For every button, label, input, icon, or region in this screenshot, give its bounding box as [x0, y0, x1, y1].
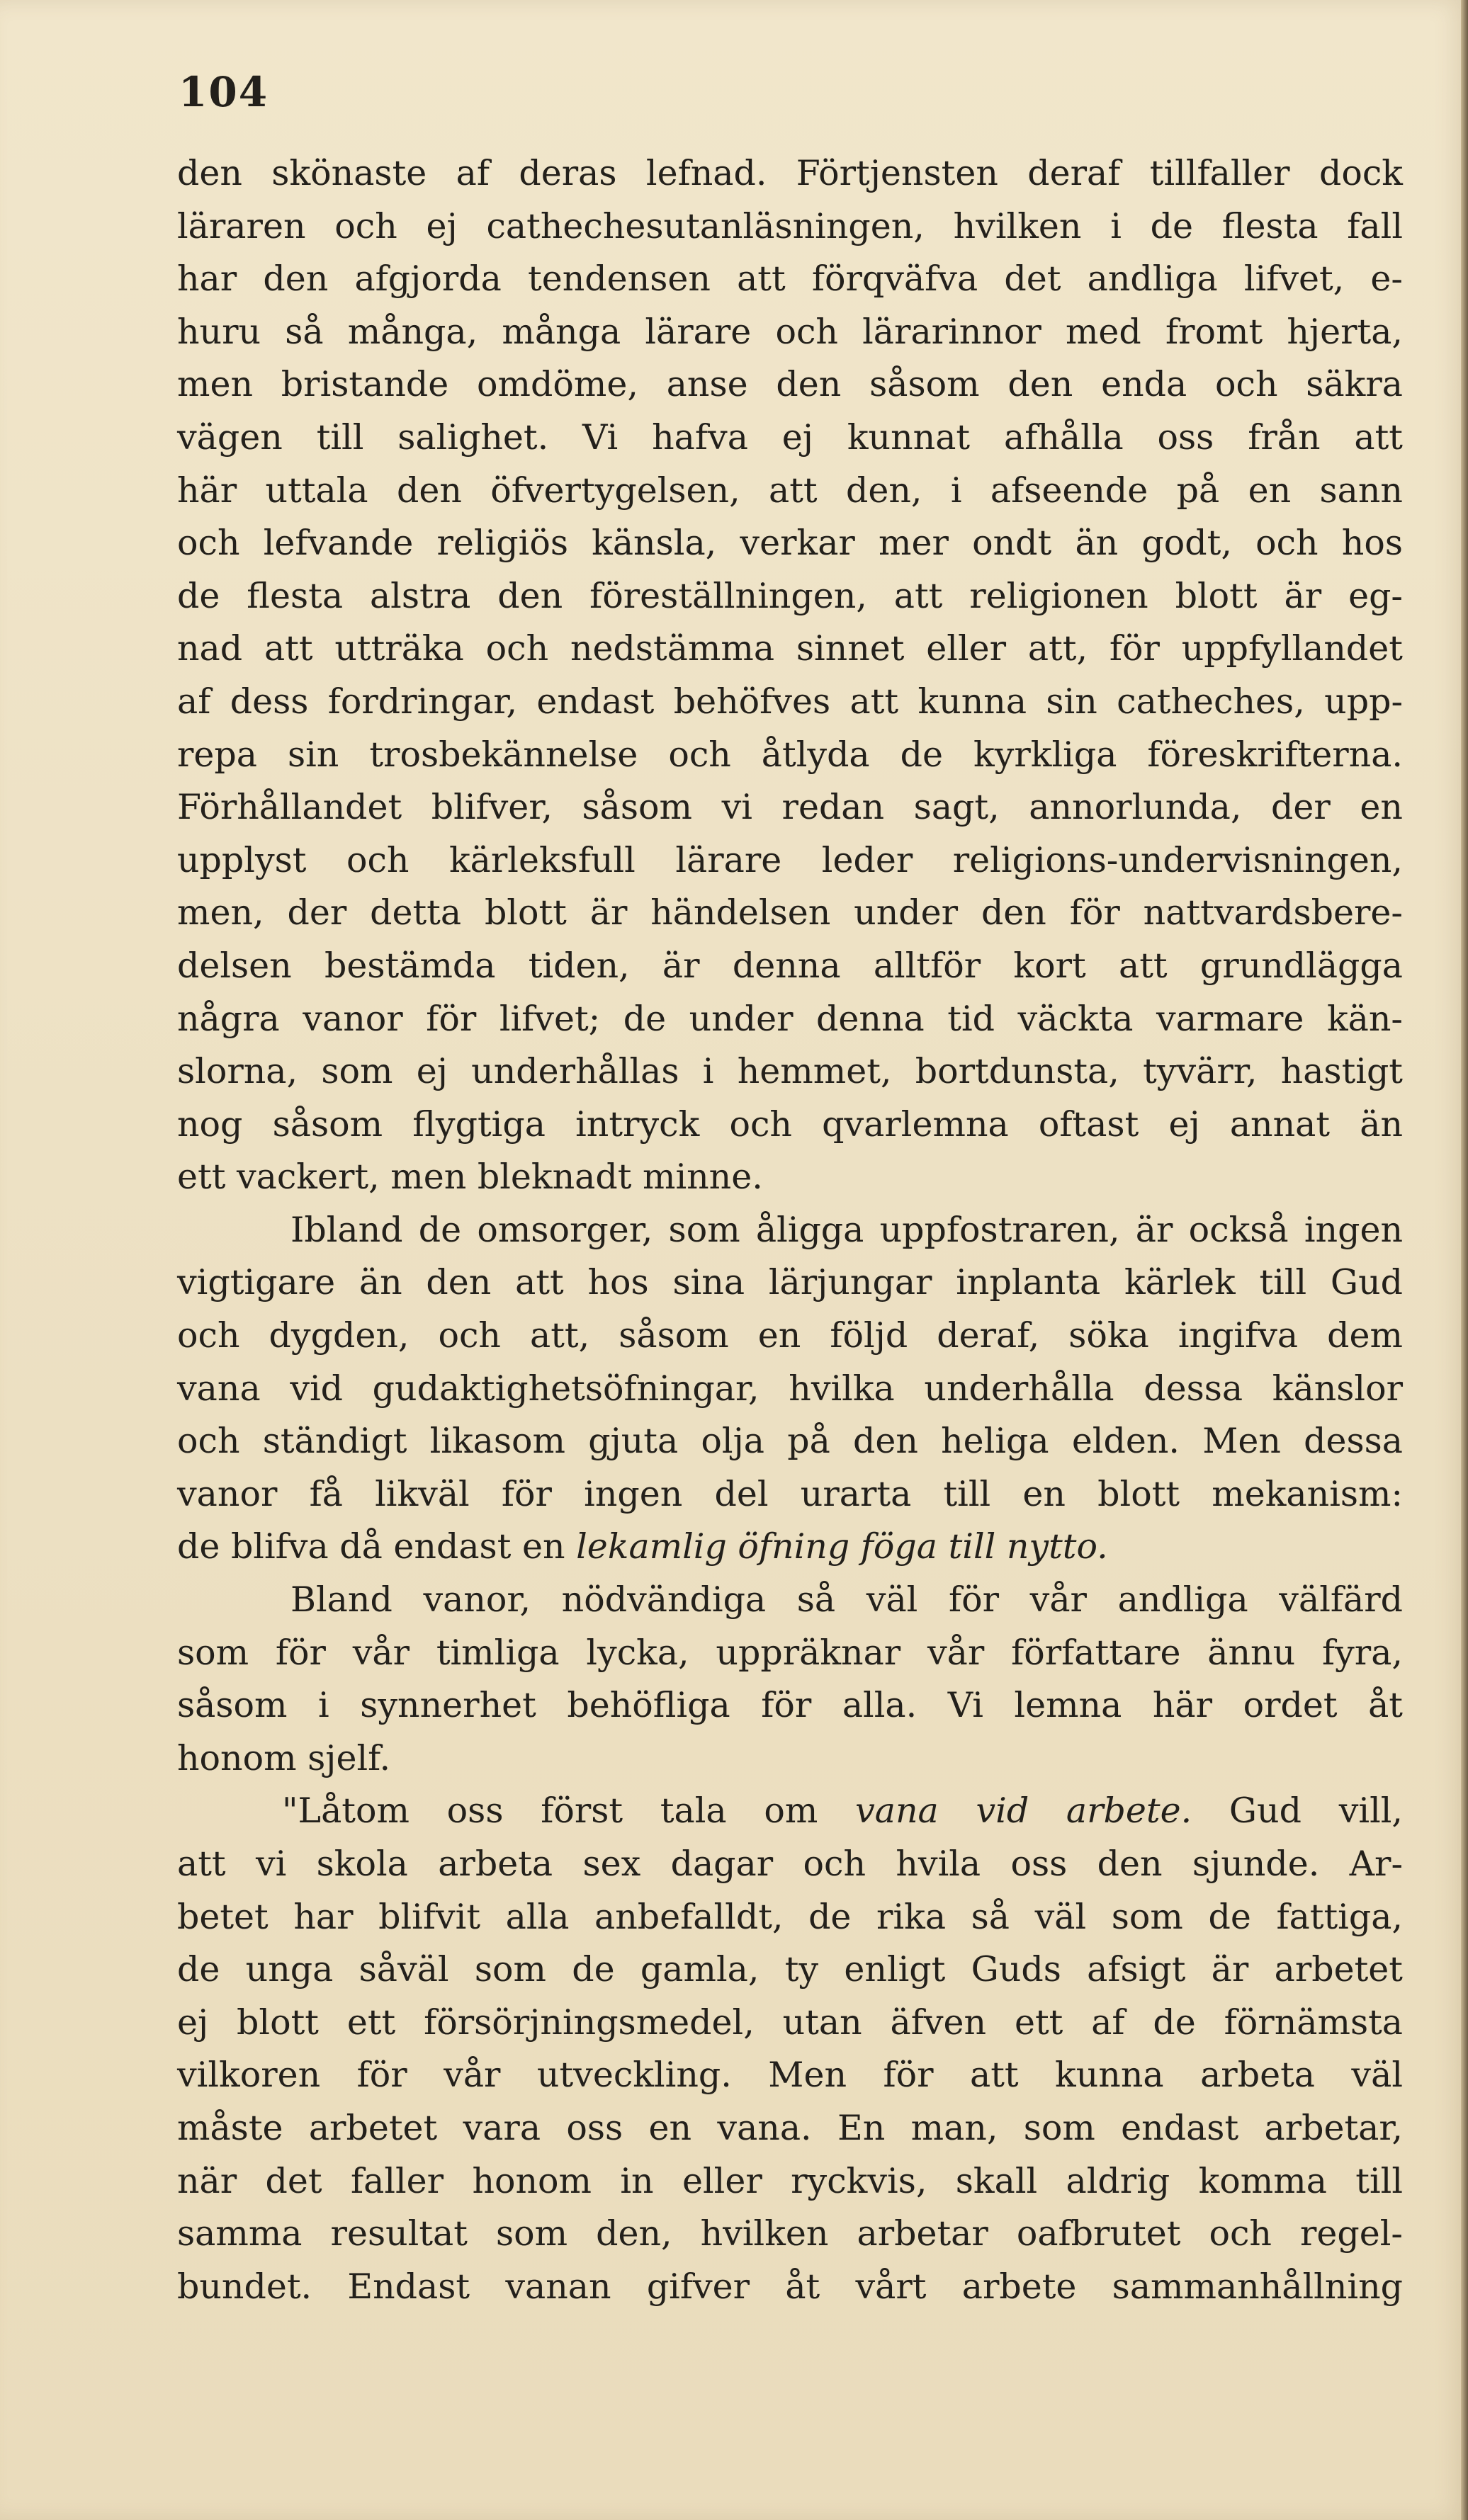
text-line: men, der detta blott är händelsen under den för nattvardsbere- [177, 892, 1403, 933]
text-line: och ständigt likasom gjuta olja på den heliga elden. Men dessa [177, 1421, 1403, 1462]
text-line: Förhållandet blifver, såsom vi redan sagt, annorlunda, der en [177, 787, 1403, 828]
page-edge-shadow [1461, 0, 1468, 2520]
text-line: Bland vanor, nödvändiga så väl för vår andliga välfärd [290, 1579, 1403, 1621]
text-line: samma resultat som den, hvilken arbetar oafbrutet och regel- [177, 2213, 1403, 2254]
text-line: som för vår timliga lycka, uppräknar vår författare ännu fyra, [177, 1632, 1403, 1673]
text-line: upplyst och kärleksfull lärare leder religions-undervisningen, [177, 839, 1403, 880]
text-line: och dygden, och att, såsom en följd deraf, söka ingifva dem [177, 1315, 1403, 1356]
text-fragment: de blifva då endast en [177, 1526, 577, 1567]
text-line: huru så många, många lärare och lärarinnor med fromt hjerta, [177, 311, 1403, 352]
text-line [177, 1785, 1403, 1838]
text-line: bundet. Endast vanan gifver åt vårt arbete sammanhållning [177, 2266, 1403, 2307]
text-line: af dess fordringar, endast behöfves att kunna sin catheches, upp- [177, 681, 1403, 722]
text-line: några vanor för lifvet; de under denna tid väckta varmare kän- [177, 998, 1403, 1039]
italic-phrase: vana vid arbete. [855, 1790, 1192, 1832]
text-line: den skönaste af deras lefnad. Förtjensten deraf tillfaller dock [177, 153, 1403, 193]
text-line: att vi skola arbeta sex dagar och hvila oss den sjunde. Ar- [177, 1844, 1403, 1884]
page-number: 104 [179, 68, 269, 116]
text-line: repa sin trosbekännelse och åtlyda de kyrkliga föreskrifterna. [177, 734, 1403, 775]
text-line: de unga såväl som de gamla, ty enligt Guds afsigt är arbetet [177, 1949, 1403, 1990]
text-line: nad att utträka och nedstämma sinnet eller att, för uppfyllandet [177, 628, 1403, 669]
text-line: när det faller honom in eller ryckvis, skall aldrig komma till [177, 2160, 1403, 2201]
text-line: men bristande omdöme, anse den såsom den enda och säkra [177, 364, 1403, 405]
text-line: Ibland de omsorger, som åligga uppfostraren, är också ingen [290, 1209, 1403, 1250]
text-line: ej blott ett försörjningsmedel, utan äfven ett af de förnämsta [177, 2002, 1403, 2043]
italic-phrase: lekamlig öfning föga till nytto. [576, 1526, 1108, 1567]
text-line: här uttala den öfvertygelsen, att den, i afseende på en sann [177, 470, 1403, 511]
text-line: vanor få likväl för ingen del urarta till en blott mekanism: [177, 1473, 1403, 1514]
text-line: ett vackert, men bleknadt minne. [177, 1157, 763, 1198]
text-line: läraren och ej cathechesutanläsningen, hvilken i de flesta fall [177, 205, 1403, 246]
text-line: vägen till salighet. Vi hafva ej kunnat afhålla oss från att [177, 416, 1403, 458]
text-line: och lefvande religiös känsla, verkar mer ondt än godt, och hos [177, 523, 1403, 564]
text-line: vilkoren för vår utveckling. Men för att kunna arbeta väl [177, 2055, 1403, 2096]
body-text [177, 147, 1403, 2313]
text-line: har den afgjorda tendensen att förqväfva det andliga lifvet, e- [177, 259, 1403, 300]
text-fragment: Gud vill, [1192, 1790, 1403, 1832]
text-line: nog såsom flygtiga intryck och qvarlemna oftast ej annat än [177, 1103, 1403, 1145]
text-line [177, 1521, 1403, 1574]
text-line: slorna, som ej underhållas i hemmet, bortdunsta, tyvärr, hastigt [177, 1051, 1403, 1092]
text-line: honom sjelf. [177, 1737, 391, 1778]
text-line: måste arbetet vara oss en vana. En man, som endast arbetar, [177, 2107, 1403, 2148]
text-line: vana vid gudaktighetsöfningar, hvilka underhålla dessa känslor [177, 1368, 1403, 1409]
text-line: såsom i synnerhet behöfliga för alla. Vi lemna här ordet åt [177, 1685, 1403, 1726]
text-line: vigtigare än den att hos sina lärjungar inplanta kärlek till Gud [177, 1262, 1403, 1303]
text-line: de flesta alstra den föreställningen, att religionen blott är eg- [177, 575, 1403, 616]
text-fragment: "Låtom oss först tala om [282, 1790, 856, 1832]
text-line: delsen bestämda tiden, är denna alltför kort att grundlägga [177, 945, 1403, 986]
text-line: betet har blifvit alla anbefalldt, de rika så väl som de fattiga, [177, 1896, 1403, 1937]
